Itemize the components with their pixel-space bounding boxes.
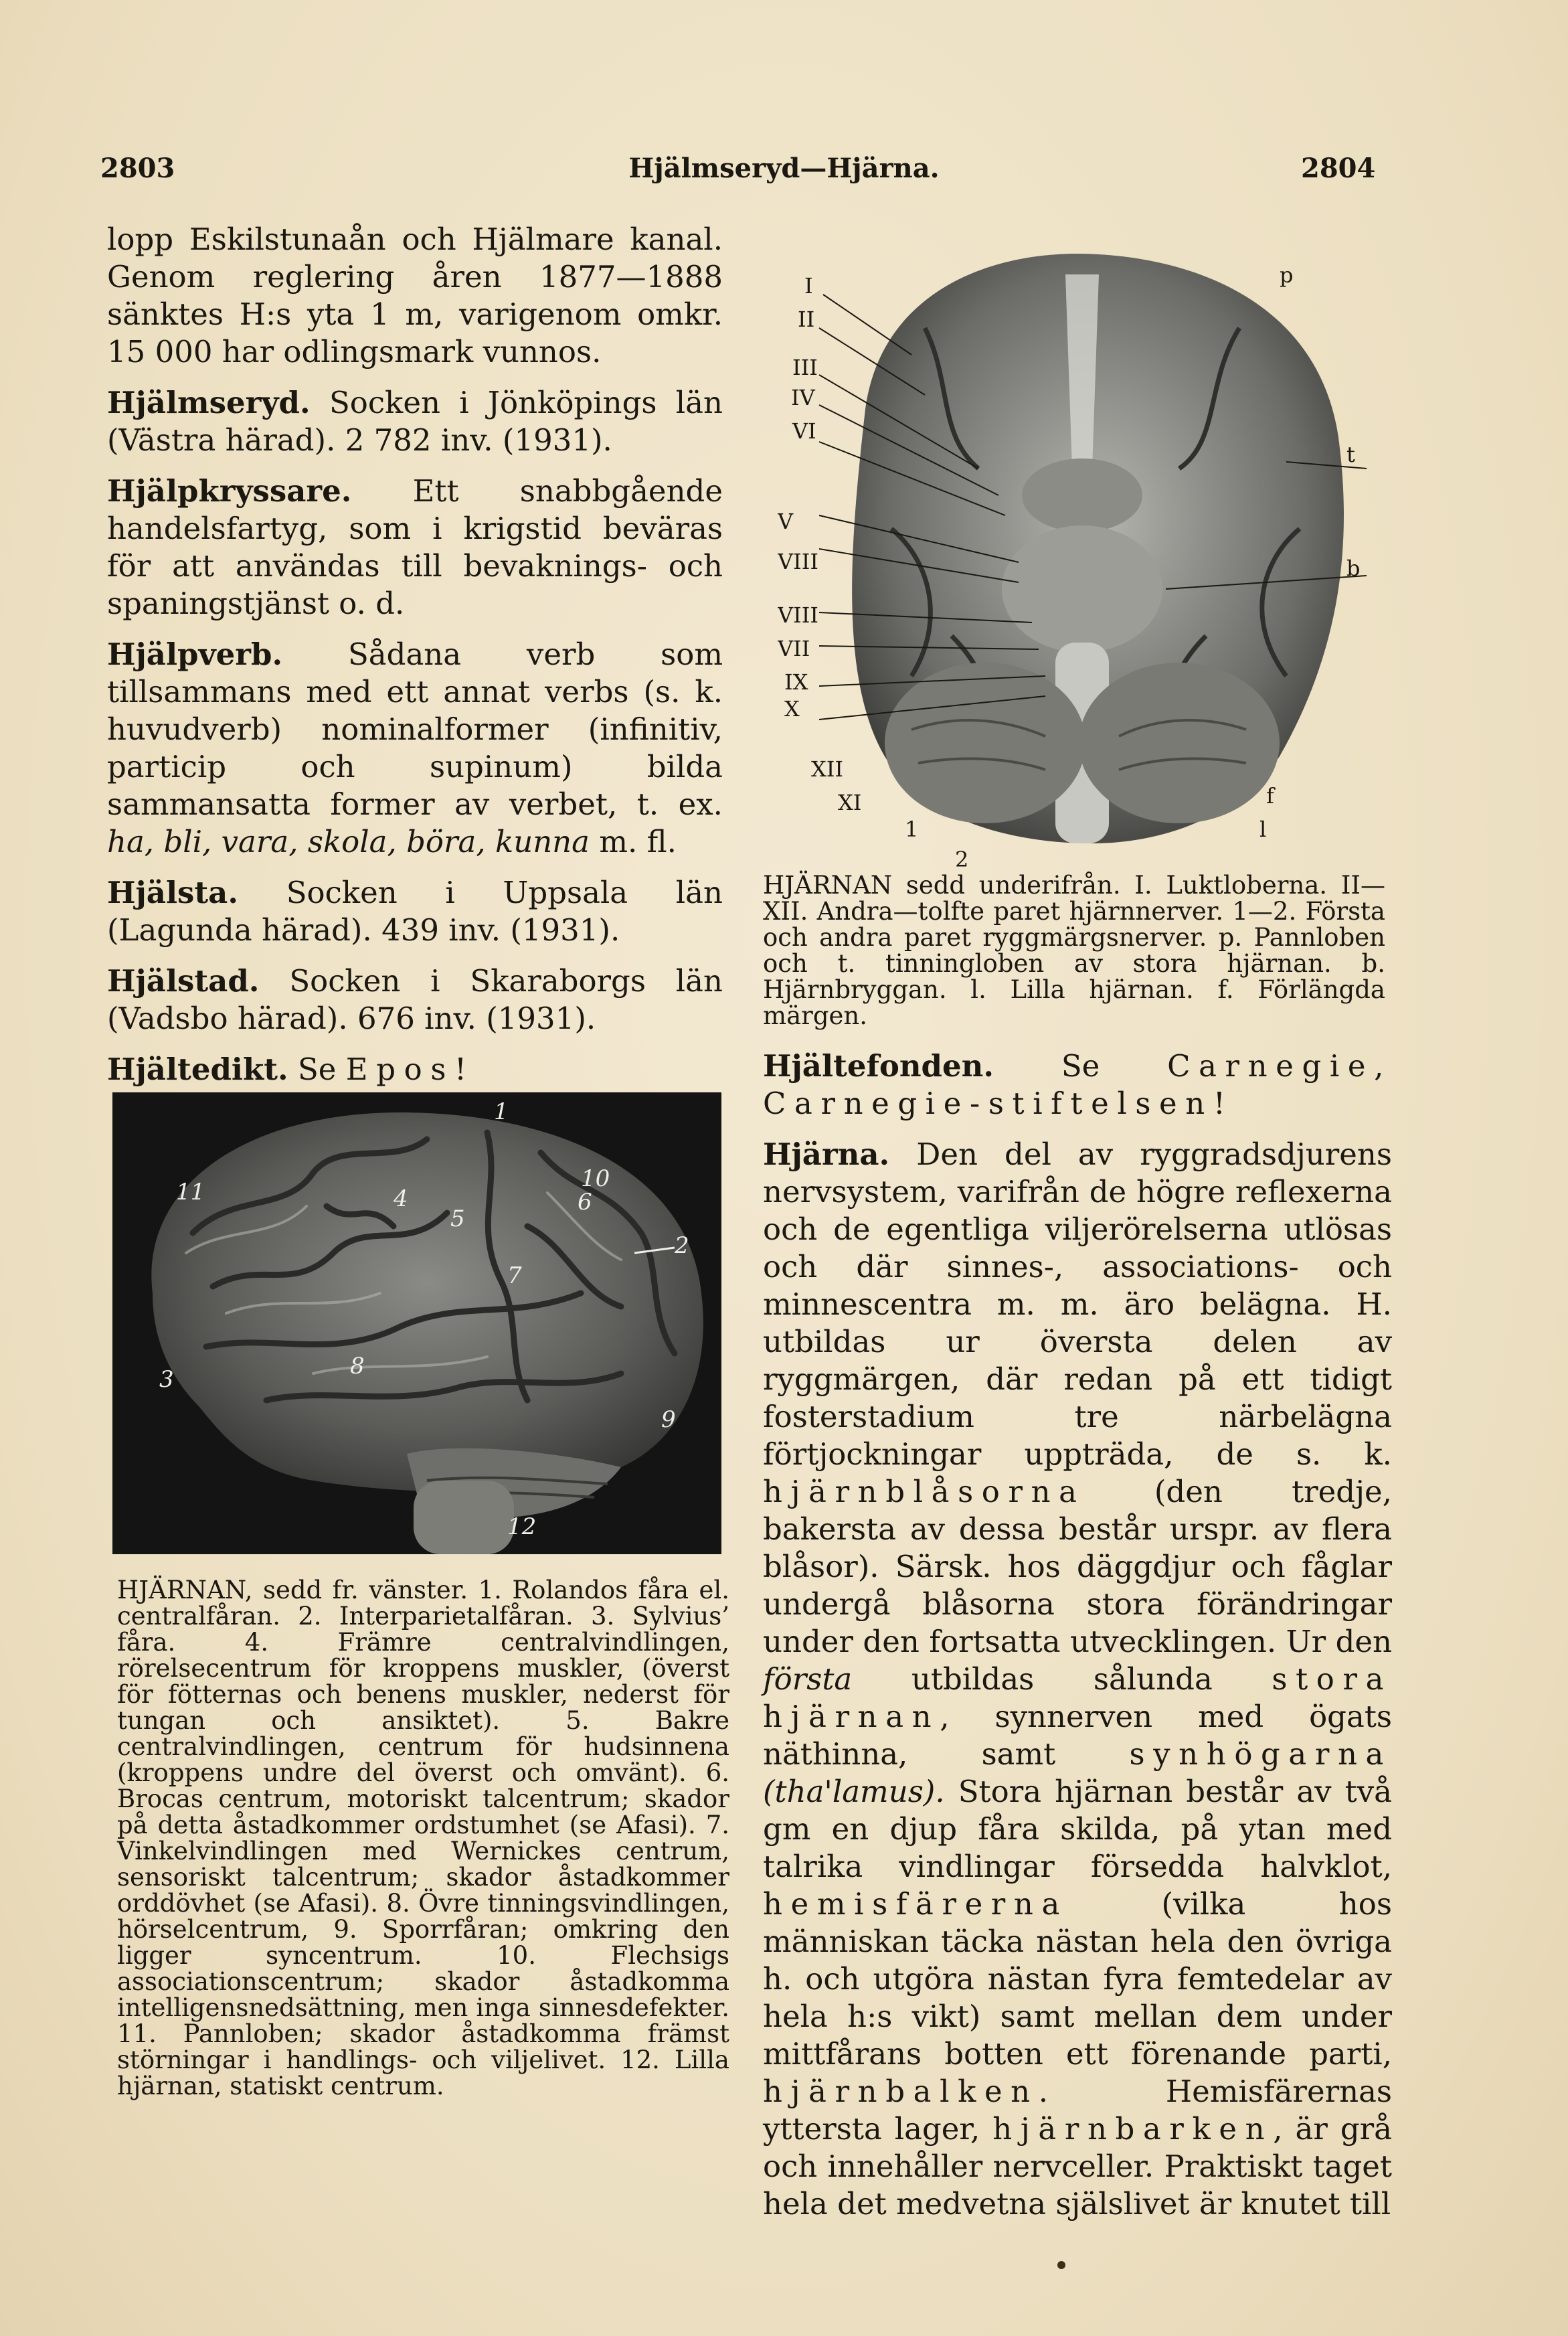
label-12: 12: [507, 1513, 537, 1540]
label-11: 11: [176, 1179, 205, 1205]
entry-text: (vilka hos människan täcka nästan hela den övriga h. och utgöra nästan fyra femtedelar av hela h:s vikt) samt mellan dem under mittfårans botten ett förenande parti,: [763, 1886, 1392, 2072]
label-IV: IV: [791, 385, 815, 410]
entry-text: Se: [297, 1052, 337, 1087]
entry-text-end: m. fl.: [599, 824, 677, 859]
label-5: 5: [450, 1205, 465, 1232]
right-column-text: [763, 1048, 1392, 2236]
page-number-left: 2803: [100, 153, 175, 184]
label-1: 1: [494, 1098, 509, 1125]
label-1: 1: [905, 817, 919, 842]
entry-text: Den del av ryggradsdjurens nervsystem, varifrån de högre reflexerna och de egentliga viljerörelserna utlösas och där sinnes-, associations- och minnescentra m. m. äro belägna. H. utbildas ur översta delen av ryggmärgen, där redan på ett tidigt fosterstadium tre närbelägna förtjockningar uppträda, de s. k.: [763, 1137, 1392, 1472]
italic-term: första: [763, 1661, 853, 1697]
entry-text: Socken i Uppsala län (Lagunda härad). 439 inv. (1931).: [107, 875, 723, 948]
entry-text: Ett snabbgående handelsfartyg, som i krigstid beväras för att användas till bevaknings- och spaningstjänst o. d.: [107, 473, 723, 621]
entry-hjaltefonden: [763, 1048, 1392, 1122]
lemma: Hjälsta.: [107, 875, 238, 910]
label-VIII-b: VIII: [778, 602, 819, 628]
continuation-paragraph: lopp Eskilstunaån och Hjälmare kanal. Genom reglering åren 1877—1888 sänktes H:s yta 1 m, varigenom omkr. 15 000 har odlingsmark vunnos.: [107, 222, 723, 369]
label-2: 2: [955, 847, 969, 870]
label-XI: XI: [838, 790, 862, 815]
cross-reference: Epos!: [345, 1052, 475, 1087]
spaced-term: hjärnbarken: [992, 2111, 1274, 2147]
label-10: 10: [581, 1165, 610, 1192]
entry-hjalpkryssare: [107, 473, 723, 622]
entry-hjalmseryd: [107, 384, 723, 459]
entry-text: Stora hjärnan består av två gm en djup fåra skilda, på ytan med talrika vindlingar försedda halvklot,: [763, 1774, 1392, 1884]
label-X: X: [784, 696, 800, 722]
page-number-right: 2804: [1301, 153, 1376, 184]
label-2: 2: [675, 1232, 689, 1259]
label-4: 4: [394, 1185, 408, 1212]
lemma: Hjälpverb.: [107, 637, 283, 672]
label-II: II: [798, 307, 815, 332]
entry-text: , synnerven med ögats näthinna, samt: [763, 1699, 1392, 1772]
label-VII: VII: [778, 636, 810, 661]
entry-text: Sådana verb som tillsammans med ett annat verbs (s. k. huvudverb) nominalformer (infinitiv, particip och supinum) bilda sammansatta former av verbet, t. ex.: [107, 637, 723, 822]
running-title: Hjälmseryd—Hjärna.: [628, 153, 940, 184]
cerebellum-right: [1079, 663, 1280, 823]
lemma: Hjältedikt.: [107, 1052, 288, 1087]
label-7: 7: [507, 1262, 522, 1289]
label-VI: VI: [792, 418, 816, 444]
entry-text: Socken i Skaraborgs län (Vadsbo härad). 676 inv. (1931).: [107, 963, 723, 1036]
cerebrum-shape: [151, 1112, 703, 1491]
brainstem-shape: [414, 1481, 514, 1554]
lemma: Hjälstad.: [107, 963, 260, 999]
lemma: Hjälpkryssare.: [107, 473, 352, 509]
left-column-text: [107, 221, 723, 1102]
label-p: p: [1280, 262, 1294, 288]
lemma: Hjärna.: [763, 1137, 890, 1172]
spaced-term: synhögarna: [1129, 1736, 1392, 1772]
label-b: b: [1346, 556, 1361, 581]
entry-text: utbildas sålunda: [911, 1661, 1213, 1697]
caption-text: HJÄRNAN, sedd fr. vänster. 1. Rolandos fåra el. centralfåran. 2. Interparietalfåran. 3. Sylvius’ fåra. 4. Främre centralvindlingen, rörelsecentrum för kroppens muskler, (överst för fötternas och benens muskler, nederst för tungan och ansiktet). 5. Bakre centralvindlingen, centrum för hudsinnena (kroppens undre del överst och omvänt). 6. Brocas centrum, motoriskt talcentrum; skador på detta åstadkommer ordstumhet (se Afasi). 7. Vinkelvindlingen med Wernickes centrum, sensoriskt talcentrum; skador åstadkommer orddövhet (se Afasi). 8. Övre tinningsvindlingen, hörselcentrum, 9. Sporrfåran; omkring den ligger syncentrum. 10. Flechsigs associationscentrum; skador åstadkomma intelligensnedsättning, men inga sinnesdefekter. 11. Pannloben; skador åstadkomma främst störningar i handlings- och viljelivet. 12. Lilla hjärnan, statiskt centrum.: [117, 1576, 729, 2100]
entry-text: , är grå och innehåller nervceller. Praktiskt taget hela det medvetna själslivet är knutet till: [763, 2111, 1392, 2222]
label-IX: IX: [784, 669, 808, 695]
label-6: 6: [578, 1189, 592, 1216]
label-XII: XII: [811, 756, 844, 782]
entry-text: . Hemisfärernas yttersta lager,: [763, 2074, 1392, 2147]
lemma: Hjälmseryd.: [107, 385, 311, 420]
optic-chiasm: [1022, 458, 1142, 532]
label-f: f: [1266, 783, 1274, 809]
brain-underside-figure: [778, 248, 1380, 870]
label-l: l: [1259, 817, 1267, 842]
label-t: t: [1346, 442, 1355, 467]
spaced-term: hjärnbalken: [763, 2074, 1039, 2109]
cross-reference: Carnegie, Carnegie-stiftelsen!: [763, 1048, 1392, 1121]
brain-side-view-figure: [112, 1092, 721, 1554]
label-8: 8: [350, 1353, 365, 1380]
figure-caption-underside: [763, 872, 1385, 1029]
caption-text: HJÄRNAN sedd underifrån. I. Luktloberna. II—XII. Andra—tolfte paret hjärnnerver. 1—2. Första och andra paret ryggmärgsnerver. p. Pannloben och t. tinningloben av stora hjärnan. b. Hjärnbryggan. l. Lilla hjärnan. f. Förlängda märgen.: [763, 871, 1385, 1030]
entry-text: Socken i Jönköpings län (Västra härad). 2 782 inv. (1931).: [107, 385, 723, 458]
entry-examples: ha, bli, vara, skola, böra, kunna: [107, 824, 590, 859]
lemma: Hjältefonden.: [763, 1048, 994, 1084]
entry-hjalstad: [107, 963, 723, 1037]
entry-hjarna: [763, 1136, 1392, 2223]
label-VIII-a: VIII: [778, 549, 819, 574]
pons-shape: [1002, 525, 1162, 653]
entry-text: (den tredje, bakersta av dessa består urspr. av flera blåsor). Särsk. hos däggdjur och fåglar undergå blåsorna stora förändringar under den fortsatta utvecklingen. Ur den: [763, 1474, 1392, 1659]
spaced-term: hemisfärerna: [763, 1886, 1068, 1922]
spaced-term: stora hjärnan: [763, 1661, 1392, 1734]
entry-hjalsta: [107, 874, 723, 949]
italic-term: (tha'lamus).: [763, 1774, 945, 1809]
label-I: I: [804, 273, 813, 299]
label-V: V: [778, 509, 794, 534]
entry-hjalpverb: [107, 636, 723, 861]
entry-hjaltedikt: [107, 1051, 723, 1088]
ink-dot: [1057, 2261, 1065, 2269]
figure-caption-side-view: [117, 1577, 729, 2099]
label-9: 9: [661, 1406, 676, 1433]
cerebellum-left: [885, 663, 1085, 823]
label-III: III: [792, 355, 818, 380]
spaced-term: hjärnblåsorna: [763, 1474, 1085, 1509]
label-3: 3: [159, 1366, 174, 1393]
entry-text: Se: [1061, 1048, 1100, 1084]
